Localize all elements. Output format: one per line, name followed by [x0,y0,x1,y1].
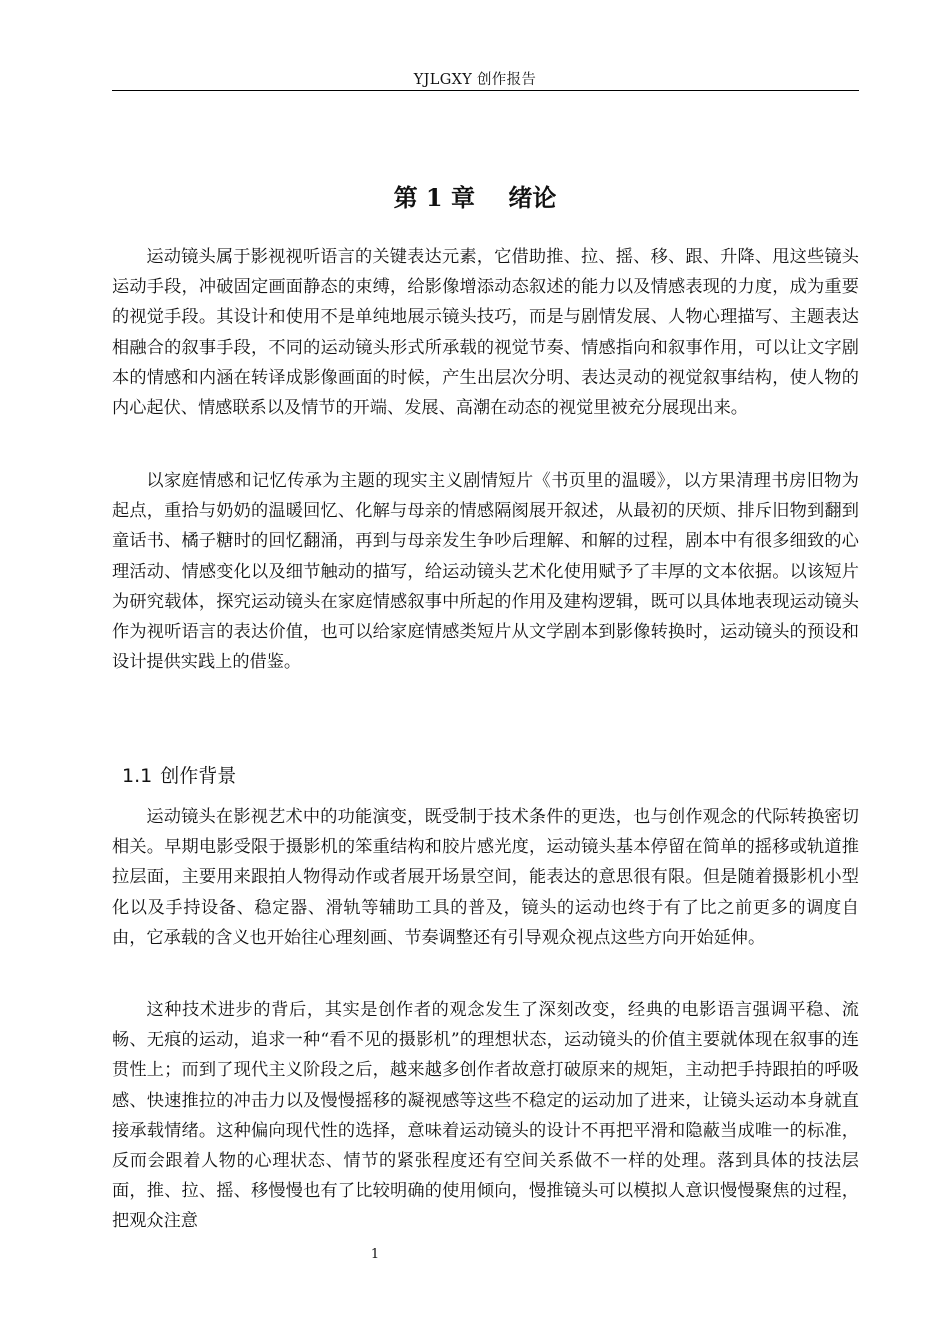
intro-paragraph-1: 运动镜头属于影视视听语言的关键表达元素，它借助推、拉、摇、移、跟、升降、甩这些镜头运动手段，冲破固定画面静态的束缚，给影像增添动态叙述的能力以及情感表现的力度，成为重要的视觉手段。其设计和使用不是单纯地展示镜头技巧，而是与剧情发展、人物心理描写、主题表达相融合的叙事手段，不同的运动镜头形式所承载的视觉节奏、情感指向和叙事作用，可以让文字剧本的情感和内涵在转译成影像画面的时候，产生出层次分明、表达灵动的视觉叙事结构，使人物的内心起伏、情感联系以及情节的开端、发展、高潮在动态的视觉里被充分展现出来。 [112,247,859,419]
section-number: 1.1 [122,765,153,787]
page-number: 1 [370,1247,380,1262]
section-heading [122,761,236,788]
section-title-text: 创作背景 [160,765,237,787]
section-paragraph-1: 运动镜头在影视艺术中的功能演变，既受制于技术条件的更迭，也与创作观念的代际转换密切相关。早期电影受限于摄影机的笨重结构和胶片感光度，运动镜头基本停留在简单的摇移或轨道推拉层面，主要用来跟拍人物得动作或者展开场景空间，能表达的意思很有限。但是随着摄影机小型化以及手持设备、稳定器、滑轨等辅助工具的普及，镜头的运动也终于有了比之前更多的调度自由，它承载的含义也开始往心理刻画、节奏调整还有引导观众视点这些方向开始延伸。 [112,807,859,948]
running-header: YJLGXY 创作报告 [413,72,537,88]
chapter-title: 第 1 章 绪论 [393,183,557,212]
intro-paragraph-2: 以家庭情感和记忆传承为主题的现实主义剧情短片《书页里的温暖》，以方果清理书房旧物为起点，重拾与奶奶的温暖回忆、化解与母亲的情感隔阂展开叙述，从最初的厌烦、排斥旧物到翻到童话书、橘子糖时的回忆翻涌，再到与母亲发生争吵后理解、和解的过程，剧本中有很多细致的心理活动、情感变化以及细节触动的描写，给运动镜头艺术化使用赋予了丰厚的文本依据。以该短片为研究载体，探究运动镜头在家庭情感叙事中所起的作用及建构逻辑，既可以具体地表现运动镜头作为视听语言的表达价值，也可以给家庭情感类短片从文学剧本到影像转换时，运动镜头的预设和设计提供实践上的借鉴。 [112,471,859,673]
header-divider [112,90,859,91]
section-paragraph-2: 这种技术进步的背后，其实是创作者的观念发生了深刻改变，经典的电影语言强调平稳、流畅、无痕的运动，追求一种“看不见的摄影机”的理想状态，运动镜头的价值主要就体现在叙事的连贯性上；而到了现代主义阶段之后，越来越多创作者故意打破原来的规矩，主动把手持跟拍的呼吸感、快速推拉的冲击力以及慢慢摇移的凝视感等这些不稳定的运动加了进来，让镜头运动本身就直接承载情绪。这种偏向现代性的选择，意味着运动镜头的设计不再把平滑和隐蔽当成唯一的标准，反而会跟着人物的心理状态、情节的紧张程度还有空间关系做不一样的处理。落到具体的技法层面，推、拉、摇、移慢慢也有了比较明确的使用倾向，慢推镜头可以模拟人意识慢慢聚焦的过程，把观众注意 [112,1000,859,1232]
